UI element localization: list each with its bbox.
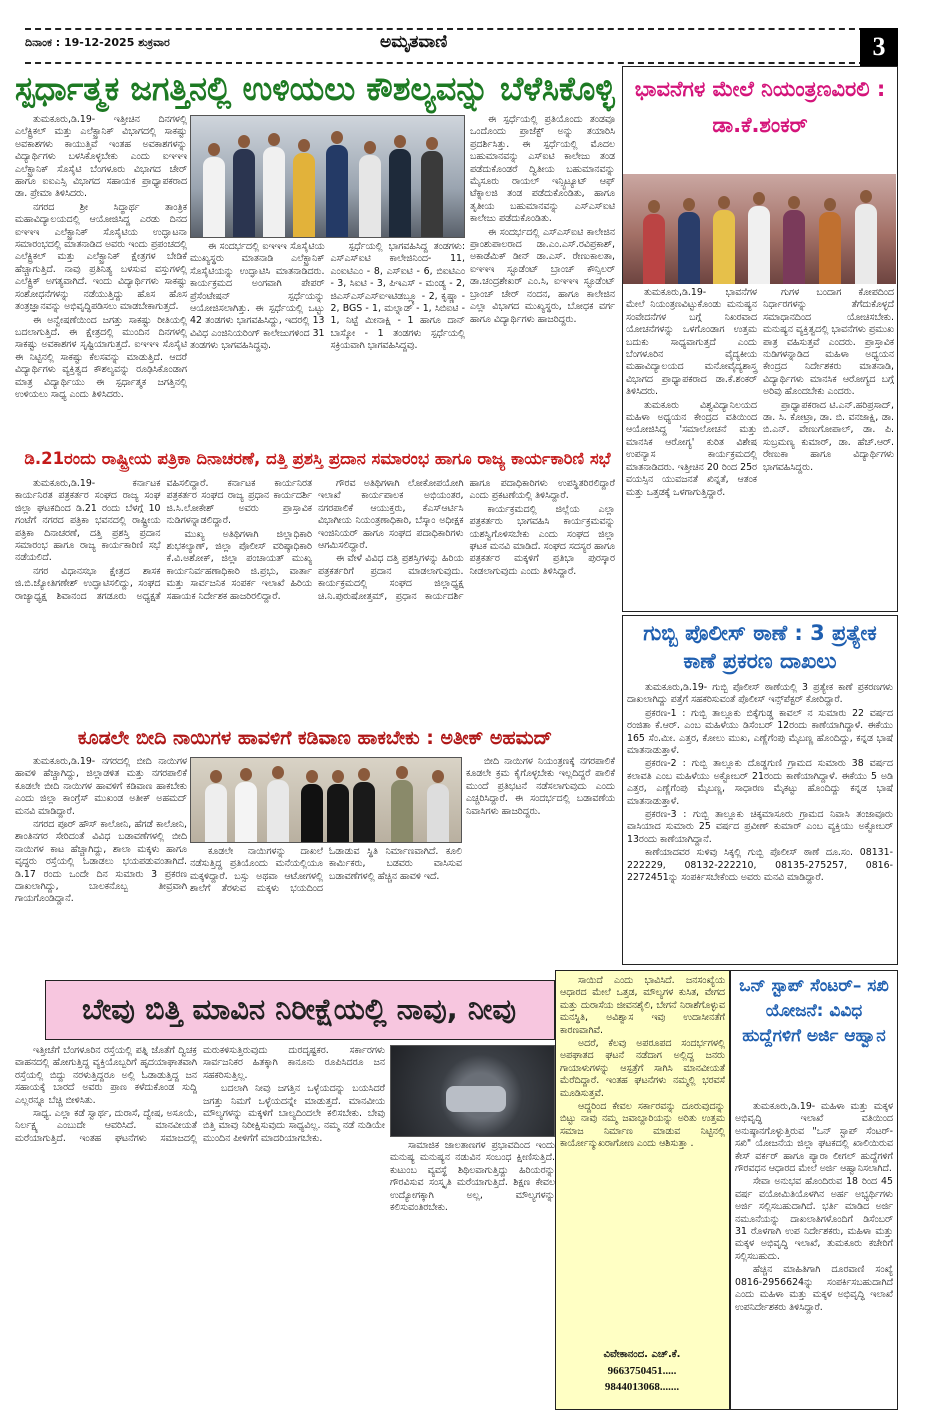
paragraph: ತುಮಕೂರು,ಡಿ.19- ಇತ್ತೀಚಿನ ದಿನಗಳಲ್ಲಿ ಎಲೆಕ್ಟ್ರಿಕಲ್ ಮತ್ತು ಎಲೆಕ್ಟ್ರಾನಿಕ್ ವಿಭಾಗದಲ್ಲಿ ಸಾಕಷ್ಟು ಅವಕಾಶಗಳು ಕಾಯುತ್ತಿವೆ ಇಂತಹ ಅವಕಾಶಗಳನ್ನು ವಿದ್ಯಾರ್ಥಿಗಳು ಬಳಸಿಕೊಳ್ಳಬೇಕು ಎಂದು ಐಇಇಇ ಎಲೆಕ್ಟ್ರಾನಿಕ್ ಸೊಸೈಟಿ ಬೆಂಗಳೂರು ವಿಭಾಗದ ಚೇರ್ ಹಾಗೂ ಐಐಎಸ್ಸಿ ವಿಭಾಗದ ಸಹಾಯಕ ಪ್ರಾಧ್ಯಾಪಕರಾದ ಡಾ. ಪ್ರೇಮಾ ತಿಳಿಸಿದರು. [15,114,187,200]
paragraph: ಈ ಸ್ಪರ್ಧೆಯಲ್ಲಿ ಪ್ರತಿಯೊಂದು ತಂಡವೂ ಒಂದೊಂದು ಪ್ರಾಜೆಕ್ಟ್ ಅನ್ನು ತಯಾರಿಸಿ ಪ್ರದರ್ಶಿಸಿತ್ತು. ಈ ಸ್ಪರ್ಧೆಯಲ್ಲಿ ಮೊದಲ ಬಹುಮಾನವನ್ನು ಎಸ್ಐಟಿ ಕಾಲೇಜು ತಂಡ ಪಡೆದುಕೊಂಡರೆ ದ್ವಿತೀಯ ಬಹುಮಾನವನ್ನು ಮೈಸೂರು ರಾಯಲ್ ಇನ್ಸ್ಟಿಟ್ಯೂಟ್ ಆಫ್ ಟೆಕ್ನಾಲಜಿ ತಂಡ ಪಡೆದುಕೊಂಡಿತು, ಹಾಗೂ ತೃತೀಯ ಬಹುಮಾನವನ್ನು ಎಸ್ಎಸ್ಐಟಿ ಕಾಲೇಜು ಪಡೆದುಕೊಂಡಿತು. [470,114,615,225]
photo-skills-event [190,115,465,238]
paragraph: ತುಮಕೂರು,ಡಿ.19- ನಗರದಲ್ಲಿ ಬೀದಿ ನಾಯಿಗಳ ಹಾವಳಿ ಹೆಚ್ಚಾಗಿದ್ದು, ಜಿಲ್ಲಾಡಳಿತ ಮತ್ತು ನಗರಪಾಲಿಕೆ ಕೂಡಲೇ ಬೀದಿ ನಾಯಿಗಳ ಹಾವಳಿಗೆ ಕಡಿವಾಣ ಹಾಕಬೇಕು ಎಂದು ಜಿಲ್ಲಾ ಕಾಂಗ್ರೆಸ್ ಮುಖಂಡ ಅತೀಕ್ ಅಹಮದ್ ಮನವಿ ಮಾಡಿದ್ದಾರೆ. [15,756,187,817]
paragraph: ನಗರದ ಪೂರ್ ಹೌಸ್ ಕಾಲೋನಿ, ಹೆಗಡೆ ಕಾಲೋನಿ, ಶಾಂತಿನಗರ ಸೇರಿದಂತೆ ವಿವಿಧ ಬಡಾವಣೆಗಳಲ್ಲಿ ಬೀದಿ ನಾಯಿಗಳ ಕಾಟ ಹೆಚ್ಚಾಗಿದ್ದು, ಶಾಲಾ ಮಕ್ಕಳು ಹಾಗೂ ವೃದ್ಧರು ರಸ್ತೆಯಲ್ಲಿ ಓಡಾಡಲು ಭಯಪಡುವಂತಾಗಿದೆ. ಡಿ.17 ರಂದು ಒಂದೇ ದಿನ ಸುಮಾರು 3 ಪ್ರಕರಣ ದಾಖಲಾಗಿದ್ದು, ಬಾಲಕನೊಬ್ಬ ತೀವ್ರವಾಗಿ ಗಾಯಗೊಂಡಿದ್ದಾನೆ. [15,819,187,905]
article-stray-dogs-col1 [15,756,187,974]
paragraph: ಈ ಸಂದರ್ಭದಲ್ಲಿ ಎಸ್ಎಸ್ಐಟಿ ಕಾಲೇಜಿನ ಪ್ರಾಂಶುಪಾಲರಾದ ಡಾ.ಎಂ.ಎಸ್.ರವಿಪ್ರಕಾಶ್, ಅಕಾಡೆಮಿಕ್ ಡೀನ್ ಡಾ.ಎಸ್. ರೇಣುಕಾಲತಾ, ಐಇಇಇ ಸ್ಟೂಡೆಂಟ್ ಬ್ರಾಂಚ್ ಕೌನ್ಸಿಲರ್ ಡಾ.ಚಂದ್ರಶೇಖರ್ ಎಂ.ಸಿ, ಐಇಇಇ ಸ್ಟೂಡೆಂಟ್ ಬ್ರಾಂಚ್ ಚೇರ್ ನಂದನ, ಹಾಗೂ ಕಾಲೇಜಿನ ಎಲ್ಲಾ ವಿಭಾಗದ ಮುಖ್ಯಸ್ಥರು, ಬೋಧಕ ವರ್ಗ ಹಾಗೂ ವಿದ್ಯಾರ್ಥಿಗಳು ಹಾಜರಿದ್ದರು. [470,226,615,325]
masthead-rule-bottom [25,62,865,64]
headline-press-day: ಡಿ.21ರಂದು ರಾಷ್ಟ್ರೀಯ ಪತ್ರಿಕಾ ದಿನಾಚರಣೆ, ದತ್ತಿ ಪ್ರಶಸ್ತಿ ಪ್ರದಾನ ಸಮಾರಂಭ ಹಾಗೂ ರಾಜ್ಯ ಕಾರ್ಯಕಾರಿಣಿ ಸಭೆ [24,449,611,468]
paragraph: ಬೀದಿ ನಾಯಿಗಳ ನಿಯಂತ್ರಣಕ್ಕೆ ನಗರಪಾಲಿಕೆ ಕೂಡಲೇ ಕ್ರಮ ಕೈಗೊಳ್ಳಬೇಕು ಇಲ್ಲದಿದ್ದರೆ ಪಾಲಿಕೆ ಮುಂದೆ ಪ್ರತಿಭಟನೆ ನಡೆಸಲಾಗುವುದು ಎಂದು ಎಚ್ಚರಿಸಿದ್ದಾರೆ. ಈ ಸಂದರ್ಭದಲ್ಲಿ ಬಡಾವಣೆಯ ನಿವಾಸಿಗಳು ಹಾಜರಿದ್ದರು. [466,756,615,817]
paragraph: ಈ ಸಂದರ್ಭದಲ್ಲಿ ಐಇಇಇ ಸೊಸೈಟಿಯ ಮುಖ್ಯಸ್ಥರು ಮಾತನಾಡಿ ಎಲೆಕ್ಟ್ರಾನಿಕ್ ಸೊಸೈಟಿಯನ್ನು ಉದ್ಘಾಟಿಸಿ ಮಾತನಾಡಿದರು. ಕಾರ್ಯಕ್ರಮದ ಅಂಗವಾಗಿ ಪೇಪರ್ ಪ್ರೆಸೆಂಟೇಷನ್ ಸ್ಪರ್ಧೆಯನ್ನು ಆಯೋಜಿಸಲಾಗಿತ್ತು. ಈ ಸ್ಪರ್ಧೆಯಲ್ಲಿ ಒಟ್ಟು 42 ತಂಡಗಳು ಭಾಗವಹಿಸಿದ್ದು, ಇದರಲ್ಲಿ 13 ವಿವಿಧ ಎಂಜಿನಿಯರಿಂಗ್ ಕಾಲೇಜುಗಳಿಂದ 31 ತಂಡಗಳು ಭಾಗವಹಿಸಿದ್ದವು. [190,241,325,352]
box-emotions [622,66,898,612]
article-sakhi-scheme-text [735,1101,893,1406]
box-sakhi-scheme [730,970,898,1410]
paragraph: ಸ್ಪರ್ಧೆಯಲ್ಲಿ ಭಾಗವಹಿಸಿದ್ದ ತಂಡಗಳು: ಎಸ್ಎಸ್ಐಟಿ ಕಾಲೇಜಿನಿಂದ- 11, ಎಂಐಟಿಎಂ - 8, ಎಸ್ಐಟಿ - 6, ಬಿಐಟಿಎಂ - 3, ಸಿಐಟಿ - 3, ಪಿಇಎಸ್ - ಮಂಡ್ಯ - 2, ಜಿಎಸ್ಎಸ್ಎಸ್ಐಇಟಿಡಬ್ಲ್ಯೂ - 2, ಕೃಷ್ಣಾ - 2, BGS - 1, ಮಲ್ನಾಡ್ - 1, ಸಿಬಿಐಟಿ - 1, ನಿಟ್ಟೆ ಮೀನಾಕ್ಷಿ - 1 ಹಾಗೂ ದಾನ್ ಬಾಸ್ಕೋ - 1 ತಂಡಗಳು ಸ್ಪರ್ಧೆಯಲ್ಲಿ ಸಕ್ರಿಯವಾಗಿ ಭಾಗವಹಿಸಿದ್ದವು. [330,241,465,352]
article-press-day [15,478,615,724]
article-skills-col4 [470,114,615,444]
paragraph: ಗೌರವ ಅತಿಥಿಗಳಾಗಿ ಲೋಕೋಪಯೋಗಿ ಇಲಾಖೆ ಕಾರ್ಯಪಾಲಕ ಅಭಿಯಂತರ, ನಗರಪಾಲಿಕೆ ಆಯುಕ್ತರು, ಕೆಎಸ್ಆರ್ಟಿಸಿ ವಿಭಾಗೀಯ ನಿಯಂತ್ರಣಾಧಿಕಾರಿ, ಬೆಸ್ಕಾಂ ಅಧೀಕ್ಷಕ ಇಂಜಿನಿಯರ್ ಹಾಗೂ ಸಂಘದ ಪದಾಧಿಕಾರಿಗಳು ಆಗಮಿಸಲಿದ್ದಾರೆ. [318,478,464,552]
paragraph: ಕಾರ್ಯಕ್ರಮದಲ್ಲಿ ಜಿಲ್ಲೆಯ ಎಲ್ಲಾ ಪತ್ರಕರ್ತರು ಭಾಗವಹಿಸಿ ಕಾರ್ಯಕ್ರಮವನ್ನು ಯಶಸ್ವಿಗೊಳಿಸಬೇಕು ಎಂದು ಸಂಘದ ಜಿಲ್ಲಾ ಘಟಕ ಮನವಿ ಮಾಡಿದೆ. ಸಂಘದ ಸದಸ್ಯರ ಹಾಗೂ ಪತ್ರಕರ್ತರ ಮಕ್ಕಳಿಗೆ ಪ್ರತಿಭಾ ಪುರಸ್ಕಾರ ನೀಡಲಾಗುವುದು ಎಂದು ತಿಳಿಸಿದ್ದಾರೆ. [469,503,615,577]
paragraph: ಪ್ರಾಧ್ಯಾಪಕರಾದ ಟಿ.ಎನ್.ಹರಿಪ್ರಸಾದ್, ಡಾ. ಸಿ. ಕೋಟ್ರಾ, ಡಾ. ಬಿ. ವನಜಾಕ್ಷಿ, ಡಾ. ಬಿ.ಎನ್. ವೇಣುಗೋಪಾಲ್, ಡಾ. ಪಿ. ಸುಬ್ರಮಣ್ಯ ಕುಮಾರ್, ಡಾ. ಹೆಚ್.ಆರ್. ರೇಣುಕಾ ಹಾಗೂ ವಿದ್ಯಾರ್ಥಿಗಳು ಭಾಗವಹಿಸಿದ್ದರು. [763,399,894,473]
paragraph: ಬದಲಾಗಿ ನೀವು ಜಗತ್ತಿನ ಒಳ್ಳೆಯದನ್ನು ಬಯಸಿದರೆ ಜಗತ್ತು ನಿಮಗೆ ಒಳ್ಳೆಯದನ್ನೇ ಮಾಡುತ್ತದೆ. ಮಾನವೀಯ ಮೌಲ್ಯಗಳನ್ನು ಮಕ್ಕಳಿಗೆ ಬಾಲ್ಯದಿಂದಲೇ ಕಲಿಸಬೇಕು. ಬೇವು ಬಿತ್ತಿ ಮಾವು ನಿರೀಕ್ಷಿಸುವುದು ಸಾಧ್ಯವಿಲ್ಲ. ನಮ್ಮ ನಡೆ ನುಡಿಯೇ ಮುಂದಿನ ಪೀಳಿಗೆಗೆ ಮಾದರಿಯಾಗಬೇಕು. [203,1083,385,1144]
author-phone-2: 9844013068....... [604,1381,680,1393]
issue-date: ದಿನಾಂಕ : 19-12-2025 ಶುಕ್ರವಾರ [25,36,170,49]
paragraph: ಮುಖ್ಯ ಅತಿಥಿಗಳಾಗಿ ಜಿಲ್ಲಾಧಿಕಾರಿ ಶುಭಕಲ್ಯಾಣ್, ಜಿಲ್ಲಾ ಪೊಲೀಸ್ ವರಿಷ್ಠಾಧಿಕಾರಿ ಕೆ.ವಿ.ಅಶೋಕ್, ಜಿಲ್ಲಾ ಪಂಚಾಯತ್ ಮುಖ್ಯ ಕಾರ್ಯನಿರ್ವಹಣಾಧಿಕಾರಿ ಜಿ.ಪ್ರಭು, ವಾರ್ತಾ ಮತ್ತು ಸಾರ್ವಜನಿಕ ಸಂಪರ್ಕ ಇಲಾಖೆ ಹಿರಿಯ ಸಹಾಯಕ ನಿರ್ದೇಶಕ ಹಾಜರಿರಲಿದ್ದಾರೆ. [166,528,312,602]
paragraph: ಪ್ರಕರಣ-3 : ಗುಬ್ಬಿ ತಾಲ್ಲೂಕು ಚಿಕ್ಕಮಾಸೂರು ಗ್ರಾಮದ ನಿವಾಸಿ ತಂಜಾವೂರು ವಾಸಿಯಾದ ಸುಮಾರು 25 ವರ್ಷದ ಪ್ರವೀಣ್ ಕುಮಾರ್ ಎಂಬ ವ್ಯಕ್ತಿಯು ಅಕ್ಟೋಬರ್ 13ರಂದು ಕಾಣೆಯಾಗಿದ್ದಾನೆ. [627,809,893,845]
paragraph: ತುಮಕೂರು,ಡಿ.19- ಮಹಿಳಾ ಮತ್ತು ಮಕ್ಕಳ ಅಭಿವೃದ್ಧಿ ಇಲಾಖೆ ವತಿಯಿಂದ ಅನುಷ್ಠಾನಗೊಳ್ಳುತ್ತಿರುವ "ಒನ್ ಸ್ಟಾಪ್ ಸೆಂಟರ್-ಸಖಿ" ಯೋಜನೆಯ ಜಿಲ್ಲಾ ಘಟಕದಲ್ಲಿ ಖಾಲಿಯಿರುವ ಕೇಸ್ ವರ್ಕರ್ ಹಾಗೂ ಪ್ಯಾರಾ ಲೀಗಲ್ ಹುದ್ದೆಗಳಿಗೆ ಗೌರವಧನ ಆಧಾರದ ಮೇಲೆ ಅರ್ಜಿ ಆಹ್ವಾನಿಸಲಾಗಿದೆ. [735,1101,893,1175]
paper-name: ಅಮೃತವಾಣಿ [380,32,448,52]
paragraph: ಗುಗಳ ಬಂದಾಗ ಕೋಪದಿಂದ ನಿರ್ಧಾರಗಳನ್ನು ತೆಗೆದುಕೊಳ್ಳದೆ ಸಮಾಧಾನದಿಂದ ಯೋಚಿಸಬೇಕು. ಮನುಷ್ಯನ ವ್ಯಕ್ತಿತ್ವದಲ್ಲಿ ಭಾವನೆಗಳು ಪ್ರಮುಖ ಪಾತ್ರ ವಹಿಸುತ್ತವೆ ಎಂದರು. ಪ್ರಾಸ್ತಾವಿಕ ನುಡಿಗಳನ್ನಾಡಿದ ಮಹಿಳಾ ಅಧ್ಯಯನ ಕೇಂದ್ರದ ನಿರ್ದೇಶಕರು ಮಾತನಾಡಿ, ವಿದ್ಯಾರ್ಥಿಗಳು ಮಾನಸಿಕ ಆರೋಗ್ಯದ ಬಗ್ಗೆ ಅರಿವು ಹೊಂದಬೇಕು ಎಂದರು. [763,287,894,398]
photo-road-accident-crowd [390,1045,555,1137]
paragraph: ಇತ್ತೀಚೆಗೆ ಬೆಂಗಳೂರಿನ ರಸ್ತೆಯಲ್ಲಿ ಪತ್ನಿ ಜೊತೆಗೆ ದ್ವಿಚಕ್ರ ವಾಹನದಲ್ಲಿ ಹೋಗುತ್ತಿದ್ದ ವ್ಯಕ್ತಿಯೊಬ್ಬರಿಗೆ ಹೃದಯಾಘಾತವಾಗಿ ರಸ್ತೆಯಲ್ಲಿ ಬಿದ್ದು ನರಳುತ್ತಿದ್ದರೂ ಅಲ್ಲಿ ಓಡಾಡುತ್ತಿದ್ದ ಜನ ಸಹಾಯಕ್ಕೆ ಬಾರದೆ ಅವರು ಪ್ರಾಣ ಕಳೆದುಕೊಂಡ ಸುದ್ದಿ ಎಲ್ಲರನ್ನೂ ಬೆಚ್ಚಿ ಬೀಳಿಸಿತು. [15,1045,197,1106]
headline-stray-dogs: ಕೂಡಲೇ ಬೀದಿ ನಾಯಿಗಳ ಹಾವಳಿಗೆ ಕಡಿವಾಣ ಹಾಕಬೇಕು : ಅತೀಕ್ ಅಹಮದ್ [77,727,553,749]
paragraph: ನಗರ ವಿಧಾನಸಭಾ ಕ್ಷೇತ್ರದ ಶಾಸಕ ಜಿ.ಬಿ.ಜ್ಯೋತಿಗಣೇಶ್ ಉದ್ಘಾಟಿಸಲಿದ್ದು, ಸಂಘದ ರಾಜ್ಯಾಧ್ಯಕ್ಷ ಶಿವಾನಂದ ತಗಡೂರು ಅಧ್ಯಕ್ಷತೆ ವಹಿಸಲಿದ್ದಾರೆ. ಕರ್ನಾಟಕ ಕಾರ್ಯನಿರತ ಪತ್ರಕರ್ತರ ಸಂಘದ ರಾಜ್ಯ ಪ್ರಧಾನ ಕಾರ್ಯದರ್ಶಿ ಜಿ.ಸಿ.ಲೋಕೇಶ್ ಅವರು ಪ್ರಾಸ್ತಾವಿಕ ನುಡಿಗಳನ್ನಾಡಲಿದ್ದಾರೆ. [15,478,312,602]
article-neem-mango-col3 [390,1140,555,1410]
paragraph: ಪ್ರಕರಣ-2 : ಗುಬ್ಬಿ ತಾಲ್ಲೂಕು ದೊಡ್ಡಗುಣಿ ಗ್ರಾಮದ ಸುಮಾರು 38 ವರ್ಷದ ಕಲಾವತಿ ಎಂಬ ಮಹಿಳೆಯು ಅಕ್ಟೋಬರ್ 21ರಂದು ಕಾಣೆಯಾಗಿದ್ದಾಳೆ. ಈಕೆಯು 5 ಅಡಿ ಎತ್ತರ, ಎಣ್ಣೆಗೆಂಪು ಮೈಬಣ್ಣ, ಸಾಧಾರಣ ಮೈಕಟ್ಟು ಹೊಂದಿದ್ದು ಕನ್ನಡ ಭಾಷೆ ಮಾತನಾಡುತ್ತಾಳೆ. [627,758,893,807]
paragraph: ಕೂಡಲೇ ನಾಯಿಗಳನ್ನು ದಾಖಲೆ ನಡೆಸುತ್ತಿದ್ದ ಪ್ರತಿಯೊಂದು ಮನೆಯಲ್ಲಿಯೂ ಮಕ್ಕಳಿದ್ದಾರೆ. ಬಸ್ಸು ಅಥವಾ ಆಟೋಗಳಲ್ಲಿ ಶಾಲೆಗೆ ತೆರಳುವ ಮಕ್ಕಳು ಭಯದಿಂದ ಓಡಾಡುವ ಸ್ಥಿತಿ ನಿರ್ಮಾಣವಾಗಿದೆ. ಕೂಲಿ ಕಾರ್ಮಿಕರು, ಬಡವರು ವಾಸಿಸುವ ಬಡಾವಣೆಗಳಲ್ಲಿ ಹೆಚ್ಚಿನ ಹಾವಳಿ ಇದೆ. [190,846,462,895]
article-skills-mid [190,241,465,445]
paragraph: ಹೆಚ್ಚಿನ ಮಾಹಿತಿಗಾಗಿ ದೂರವಾಣಿ ಸಂಖ್ಯೆ 0816-2956624ನ್ನು ಸಂಪರ್ಕಿಸಬಹುದಾಗಿದೆ ಎಂದು ಮಹಿಳಾ ಮತ್ತು ಮಕ್ಕಳ ಅಭಿವೃದ್ಧಿ ಇಲಾಖೆ ಉಪನಿರ್ದೇಶಕರು ತಿಳಿಸಿದ್ದಾರೆ. [735,1264,893,1313]
paragraph: ಸೇವಾ ಅನುಭವ ಹೊಂದಿರುವ 18 ರಿಂದ 45 ವರ್ಷ ವಯೋಮಿತಿಯೊಳಗಿನ ಅರ್ಹ ಅಭ್ಯರ್ಥಿಗಳು ಅರ್ಜಿ ಸಲ್ಲಿಸಬಹುದಾಗಿದೆ. ಭರ್ತಿ ಮಾಡಿದ ಅರ್ಜಿ ನಮೂನೆಯನ್ನು ದಾಖಲಾತಿಗಳೊಂದಿಗೆ ಡಿಸೆಂಬರ್ 31 ರೊಳಗಾಗಿ ಉಪ ನಿರ್ದೇಶಕರು, ಮಹಿಳಾ ಮತ್ತು ಮಕ್ಕಳ ಅಭಿವೃದ್ಧಿ ಇಲಾಖೆ, ತುಮಕೂರು ಕಚೇರಿಗೆ ಸಲ್ಲಿಸಬಹುದು. [735,1176,893,1262]
article-stray-dogs-mid [190,846,462,974]
photo-emotions-lamp-lighting [623,174,896,284]
paragraph: ಸಾಮಾಜಿಕ ಜಾಲತಾಣಗಳ ಪ್ರಭಾವದಿಂದ ಇಂದು ಮನುಷ್ಯ ಮನುಷ್ಯನ ನಡುವಿನ ಸಂಬಂಧ ಕ್ಷೀಣಿಸುತ್ತಿದೆ. ಕುಟುಂಬ ವ್ಯವಸ್ಥೆ ಶಿಥಿಲವಾಗುತ್ತಿದ್ದು ಹಿರಿಯರನ್ನು ಗೌರವಿಸುವ ಸಂಸ್ಕೃತಿ ಮರೆಯಾಗುತ್ತಿದೆ. ಶಿಕ್ಷಣ ಕೇವಲ ಉದ್ಯೋಗಕ್ಕಾಗಿ ಅಲ್ಲ, ಮೌಲ್ಯಗಳನ್ನು ಕಲಿಸುವಂತಿರಬೇಕು. [390,1140,555,1214]
page-number: 3 [860,28,898,66]
paragraph: ನಗರದ ಶ್ರೀ ಸಿದ್ಧಾರ್ಥ ತಾಂತ್ರಿಕ ಮಹಾವಿದ್ಯಾಲಯದಲ್ಲಿ ಆಯೋಜಿಸಿದ್ದ ಎರಡು ದಿನದ ಐಇಇಇ ಎಲೆಕ್ಟ್ರಾನಿಕ್ ಸೊಸೈಟಿಯ ಉದ್ಘಾಟನಾ ಸಮಾರಂಭದಲ್ಲಿ ಮಾತನಾಡಿದ ಅವರು ಇಂದು ಪ್ರಪಂಚದಲ್ಲಿ ಎಲೆಕ್ಟ್ರಿಕಲ್ ಮತ್ತು ಎಲೆಕ್ಟ್ರಾನಿಕ್ ಕ್ಷೇತ್ರಗಳ ಬೇಡಿಕೆ ಹೆಚ್ಚಾಗುತ್ತಿದೆ. ನಾವು ಪ್ರತಿನಿತ್ಯ ಬಳಸುವ ವಸ್ತುಗಳಲ್ಲಿ ಎಲೆಕ್ಟ್ರಿಕ್ ಅಗತ್ಯವಾಗಿದೆ. ಇಂದು ವಿದ್ಯಾರ್ಥಿಗಳು ಸಾಕಷ್ಟು ಸಂಶೋಧನೆಗಳನ್ನು ನಡೆಯುತ್ತಿದ್ದು ಹೊಸ ಹೊಸ ತಂತ್ರಜ್ಞಾನವನ್ನು ಅಭಿವೃದ್ಧಿಪಡಿಸಲು ಮಾಡಬೇಕಾಗುತ್ತದೆ. [15,201,187,313]
article-emotions-text [626,287,894,609]
paragraph: ಕಾಣೆಯಾದವರ ಸುಳಿವು ಸಿಕ್ಕಲ್ಲಿ ಗುಬ್ಬಿ ಪೊಲೀಸ್ ಠಾಣೆ ದೂ.ಸಂ. 08131-222229, 08132-222210, 08135-275257, 0816-2272451ನ್ನು ಸಂಪರ್ಕಿಸಬೇಕೆಂದು ಅವರು ಮನವಿ ಮಾಡಿದ್ದಾರೆ. [627,847,893,884]
paragraph: ಸಾಧ್ಯ. ಎಲ್ಲಾ ಕಡೆ ಸ್ವಾರ್ಥ, ದುರಾಸೆ, ದ್ವೇಷ, ಅಸೂಯೆ, ನಿರ್ಲಕ್ಷ್ಯ ಎಂಬುದೇ ಆವರಿಸಿದೆ. ಮಾನವೀಯತೆ ಮರೆಯಾಗುತ್ತಿದೆ. ಇಂತಹ ಘಟನೆಗಳು ಸಮಾಜದಲ್ಲಿ ಮರುಕಳಿಸುತ್ತಿರುವುದು ದುರದೃಷ್ಟಕರ. ಸರ್ಕಾರಗಳು ಸಾರ್ವಜನಿಕರ ಹಿತಕ್ಕಾಗಿ ಕಾನೂನು ರೂಪಿಸಿದರೂ ಜನ ಸಹಕರಿಸುತ್ತಿಲ್ಲ. [15,1045,385,1144]
box-neem-mango-continued [555,970,730,1410]
paragraph: ತುಮಕೂರು,ಡಿ.19- ಗುಬ್ಬಿ ಪೊಲೀಸ್ ಠಾಣೆಯಲ್ಲಿ 3 ಪ್ರತ್ಯೇಕ ಕಾಣೆ ಪ್ರಕರಣಗಳು ದಾಖಲಾಗಿದ್ದು ಪತ್ತೆಗೆ ಸಹಕರಿಸುವಂತೆ ಪೊಲೀಸ್ ಇನ್ಸ್‌ಪೆಕ್ಟರ್ ಕೋರಿದ್ದಾರೆ. [627,682,893,706]
paragraph: ಪ್ರಕರಣ-1 : ಗುಬ್ಬಿ ತಾಲ್ಲೂಕು ಬಿಕ್ಕೆಗುಡ್ಡ ಕಾವಲ್ ನ ಸುಮಾರು 22 ವರ್ಷದ ರಂಜಿತಾ ಕೆ.ಆರ್. ಎಂಬ ಮಹಿಳೆಯು ಡಿಸೆಂಬರ್ 12ರಂದು ಕಾಣೆಯಾಗಿದ್ದಾಳೆ. ಈಕೆಯು 165 ಸೆಂ.ಮೀ. ಎತ್ತರ, ಕೋಲು ಮುಖ, ಎಣ್ಣೆಗೆಂಪು ಮೈಬಣ್ಣ ಹೊಂದಿದ್ದು, ಕನ್ನಡ ಭಾಷೆ ಮಾತನಾಡುತ್ತಾಳೆ. [627,707,893,757]
masthead-rule-top [25,28,865,30]
box-gubbi-police [622,615,898,965]
paragraph: ಈ ವೇಳೆ ವಿವಿಧ ದತ್ತಿ ಪ್ರಶಸ್ತಿಗಳನ್ನು ಹಿರಿಯ ಪತ್ರಕರ್ತರಿಗೆ ಪ್ರದಾನ ಮಾಡಲಾಗುವುದು. ಕಾರ್ಯಕ್ರಮದಲ್ಲಿ ಸಂಘದ ಜಿಲ್ಲಾಧ್ಯಕ್ಷ ಚಿ.ನಿ.ಪುರುಷೋತ್ತಮ್, ಪ್ರಧಾನ ಕಾರ್ಯದರ್ಶಿ ಹಾಗೂ ಪದಾಧಿಕಾರಿಗಳು ಉಪಸ್ಥಿತರಿರಲಿದ್ದಾರೆ ಎಂದು ಪ್ರಕಟಣೆಯಲ್ಲಿ ತಿಳಿಸಿದ್ದಾರೆ. [318,478,615,602]
article-gubbi-police-text [627,682,893,960]
article-stray-dogs-col4 [466,756,615,974]
banner-neem-mango [45,980,555,1040]
paragraph: ತುಮಕೂರು ವಿಶ್ವವಿದ್ಯಾನಿಲಯದ ಮಹಿಳಾ ಅಧ್ಯಯನ ಕೇಂದ್ರದ ವತಿಯಿಂದ ಆಯೋಜಿಸಿದ್ದ 'ಸಮಾಲೋಚನೆ ಮತ್ತು ಮಾನಸಿಕ ಆರೋಗ್ಯ' ಕುರಿತ ವಿಶೇಷ ಉಪನ್ಯಾಸ ಕಾರ್ಯಕ್ರಮದಲ್ಲಿ ಮಾತನಾಡಿದರು. ಇತ್ತೀಚಿನ 20 ರಿಂದ 25ರ ವಯಸ್ಸಿನ ಯುವಜನತೆ ಖಿನ್ನತೆ, ಆತಂಕ ಮತ್ತು ಒತ್ತಡಕ್ಕೆ ಒಳಗಾಗುತ್ತಿದ್ದಾರೆ. [626,399,757,498]
paragraph: ಅದರೆ, ಕೆಲವು ಅಪರೂಪದ ಸಂದರ್ಭಗಳಲ್ಲಿ ಅಪಘಾತದ ಘಟನೆ ನಡೆದಾಗ ಅಲ್ಲಿದ್ದ ಜನರು ಗಾಯಾಳುಗಳನ್ನು ಆಸ್ಪತ್ರೆಗೆ ಸಾಗಿಸಿ ಮಾನವೀಯತೆ ಮೆರೆದಿದ್ದಾರೆ. ಇಂತಹ ಘಟನೆಗಳು ನಮ್ಮಲ್ಲಿ ಭರವಸೆ ಮೂಡಿಸುತ್ತವೆ. [560,1038,725,1099]
article-skills-col1 [15,114,187,444]
paragraph: ಈ ಅನ್ವೇಷಣೆಯಿಂದ ಜಗತ್ತು ಸಾಕಷ್ಟು ರೀತಿಯಲ್ಲಿ ಬದಲಾಗುತ್ತಿದೆ. ಈ ಕ್ಷೇತ್ರದಲ್ಲಿ ಮುಂದಿನ ದಿನಗಳಲ್ಲಿ ಸಾಕಷ್ಟು ಅವಕಾಶಗಳ ಸೃಷ್ಟಿಯಾಗುತ್ತದೆ. ಐಇಇಇ ಸೊಸೈಟಿ ಈ ನಿಟ್ಟಿನಲ್ಲಿ ಸಾಕಷ್ಟು ಕೆಲಸವನ್ನು ಮಾಡುತ್ತಿದೆ. ಆದರೆ ವಿದ್ಯಾರ್ಥಿಗಳು ವ್ಯಕ್ತಿತ್ವದ ಕೌಶಲ್ಯವನ್ನು ರೂಢಿಸಿಕೊಂಡಾಗ ಮಾತ್ರ ವಿದ್ಯಾರ್ಥಿಯು ಈ ಸ್ಪರ್ಧಾತ್ಮಕ ಜಗತ್ತಿನಲ್ಲಿ ಉಳಿಯಲು ಸಾಧ್ಯ ಎಂದು ತಿಳಿಸಿದರು. [15,314,187,400]
headline-skills: ಸ್ಪರ್ಧಾತ್ಮಕ ಜಗತ್ತಿನಲ್ಲಿ ಉಳಿಯಲು ಕೌಶಲ್ಯವನ್ನು ಬೆಳೆಸಿಕೊಳ್ಳಿ [15,69,615,108]
article-neem-mango-continued [560,975,725,1345]
paragraph: ತುಮಕೂರು,ಡಿ.19- ಭಾವನೆಗಳ ಮೇಲೆ ನಿಯಂತ್ರಣವಿಟ್ಟುಕೊಂಡು ಮನುಷ್ಯನ ಸಂವೇದನೆಗಳ ಬಗ್ಗೆ ನಿಖರವಾದ ಯೋಚನೆಗಳನ್ನು ಒಳಗೊಂಡಾಗ ಉತ್ತಮ ಬದುಕು ಸಾಧ್ಯವಾಗುತ್ತದೆ ಎಂದು ಬೆಂಗಳೂರಿನ ವೈದ್ಯಕೀಯ ಮಹಾವಿದ್ಯಾಲಯದ ಮನೋವೈದ್ಯಶಾಸ್ತ್ರ ವಿಭಾಗದ ಪ್ರಾಧ್ಯಾಪಕರಾದ ಡಾ.ಕೆ.ಶಂಕರ್ ತಿಳಿಸಿದರು. [626,287,757,398]
car-shape [446,1086,506,1112]
headline-gubbi-police: ಗುಬ್ಬಿ ಪೊಲೀಸ್ ಠಾಣೆ : 3 ಪ್ರತ್ಯೇಕ ಕಾಣೆ ಪ್ರಕರಣ ದಾಖಲು [643,621,877,673]
author-name: ವಿವೇಕಾನಂದ. ಎಚ್.ಕೆ. [603,1349,681,1360]
paragraph: ಆದ್ದರಿಂದ ಕೇವಲ ಸರ್ಕಾರವನ್ನು ದೂರುವುದನ್ನು ಬಿಟ್ಟು ನಾವು ನಮ್ಮ ಜವಾಬ್ದಾರಿಯನ್ನು ಅರಿತು ಉತ್ತಮ ಸಮಾಜ ನಿರ್ಮಾಣ ಮಾಡುವ ನಿಟ್ಟಿನಲ್ಲಿ ಕಾರ್ಯೋನ್ಮುಖರಾಗೋಣ ಎಂದು ಆಶಿಸುತ್ತಾ . [560,1101,725,1150]
author-phone-1: 9663750451..... [607,1365,677,1377]
headline-emotions: ಭಾವನೆಗಳ ಮೇಲೆ ನಿಯಂತ್ರಣವಿರಲಿ : ಡಾ.ಕೆ.ಶಂಕರ್ [634,77,886,137]
paragraph: ಸಾಯಿದೆ ಎಂದು ಭಾವಿಸಿದೆ. ಜನಸಂಖ್ಯೆಯ ಆಧಾರದ ಮೇಲೆ ಒತ್ತಡ, ಮೌಲ್ಯಗಳ ಕುಸಿತ, ವೇಗದ ಮತ್ತು ದುರಾಸೆಯ ಜೀವನಶೈಲಿ, ಬೇಗನೆ ನಿರಾಶೆಗೊಳ್ಳುವ ಮನಸ್ಥಿತಿ, ಅವಿಶ್ವಾಸ ಇವು ಉದಾಸೀನತೆಗೆ ಕಾರಣವಾಗಿವೆ. [560,975,725,1036]
paragraph: ತುಮಕೂರು,ಡಿ.19- ಕರ್ನಾಟಕ ಕಾರ್ಯನಿರತ ಪತ್ರಕರ್ತರ ಸಂಘದ ರಾಜ್ಯ ಸಂಘ ಜಿಲ್ಲಾ ಘಟಕದಿಂದ ಡಿ.21 ರಂದು ಬೆಳಗ್ಗೆ 10 ಗಂಟೆಗೆ ನಗರದ ಪತ್ರಿಕಾ ಭವನದಲ್ಲಿ ರಾಷ್ಟ್ರೀಯ ಪತ್ರಿಕಾ ದಿನಾಚರಣೆ, ದತ್ತಿ ಪ್ರಶಸ್ತಿ ಪ್ರದಾನ ಸಮಾರಂಭ ಹಾಗೂ ರಾಜ್ಯ ಕಾರ್ಯಕಾರಿಣಿ ಸಭೆ ನಡೆಯಲಿದೆ. [15,478,161,564]
headline-neem-mango: ಬೇವು ಬಿತ್ತಿ ಮಾವಿನ ನಿರೀಕ್ಷೆಯಲ್ಲಿ ನಾವು, ನೀವು [81,992,516,1026]
photo-stray-dogs-protest [190,757,462,843]
article-neem-mango-cols [15,1045,385,1410]
headline-sakhi-scheme: ಒನ್ ಸ್ಟಾಪ್ ಸೆಂಟರ್– ಸಖಿ ಯೋಜನೆ: ವಿವಿಧ ಹುದ್ದೆಗಳಿಗೆ ಅರ್ಜಿ ಆಹ್ವಾನ [739,976,889,1046]
